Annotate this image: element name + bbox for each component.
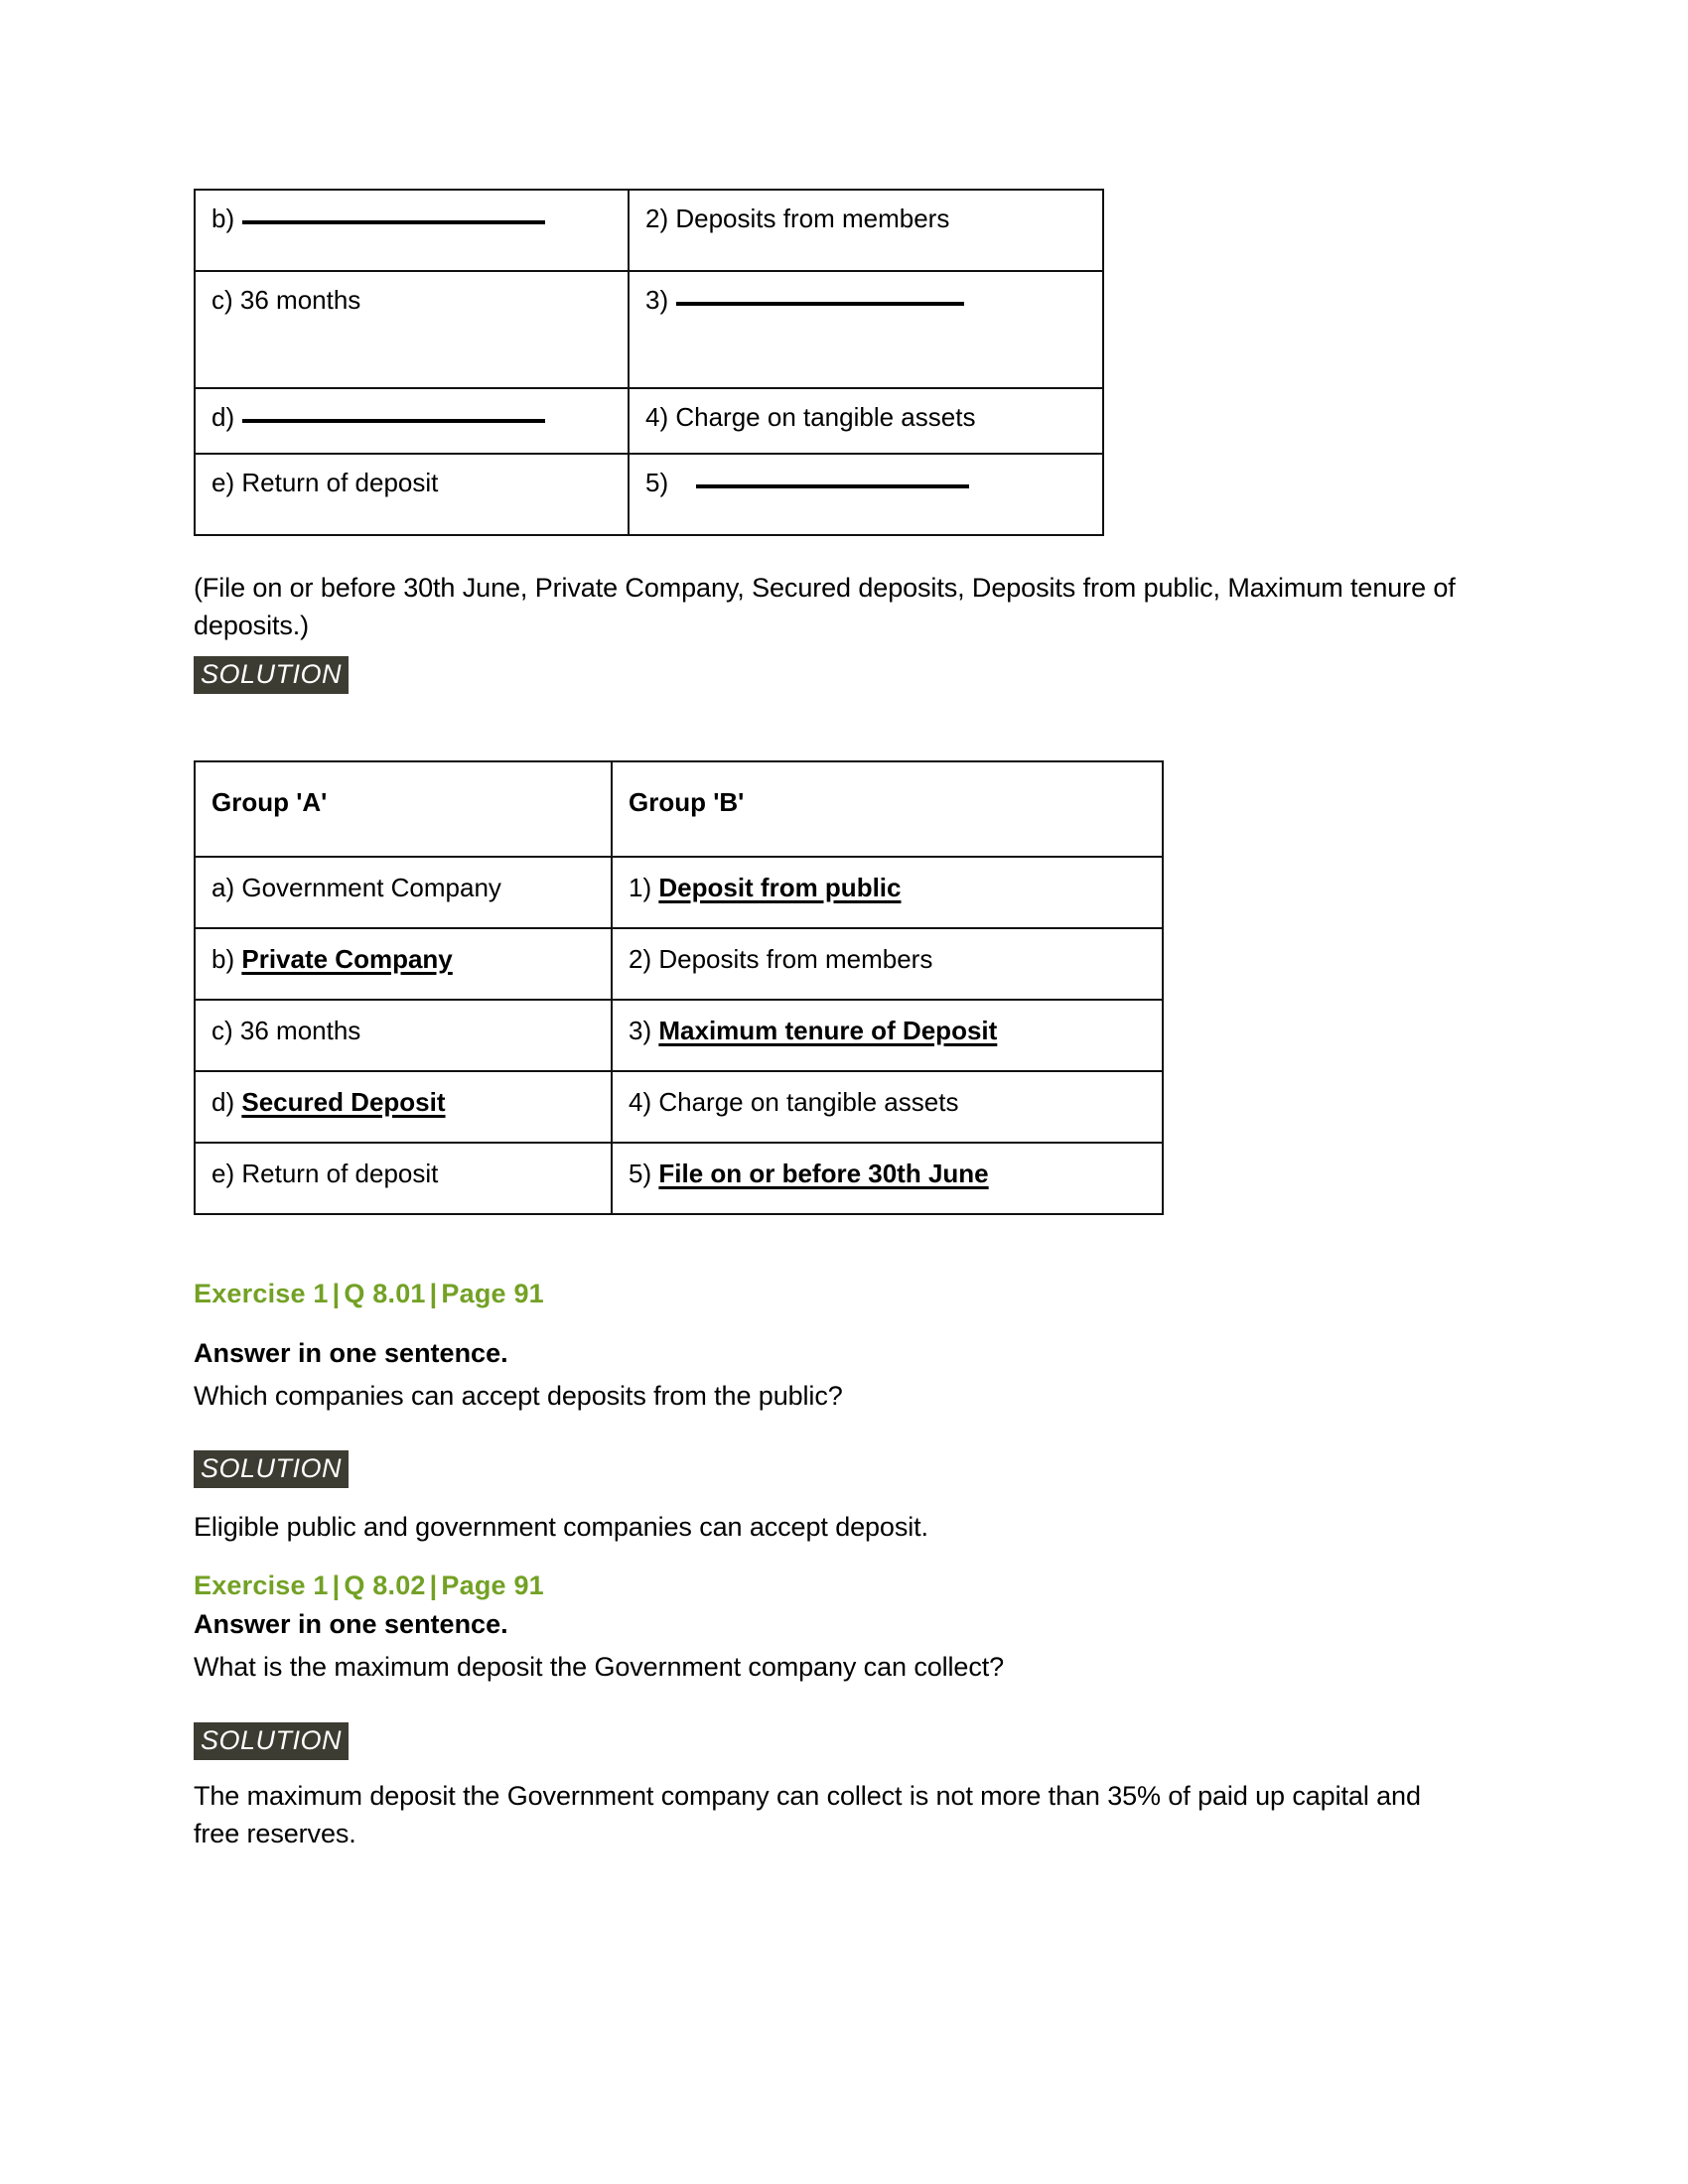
blank-table-cell-left [195, 388, 629, 454]
heading-separator: | [332, 1570, 341, 1600]
table-row [195, 388, 1103, 454]
table-row [195, 1143, 1163, 1214]
blank-table-cell-left [195, 271, 629, 388]
exercise-label: Exercise 1 [194, 1279, 329, 1308]
fill-in-blank-line [696, 484, 969, 488]
blank-table-cell-right [629, 388, 1103, 454]
table-row [195, 857, 1163, 928]
fill-in-blank-line [676, 302, 964, 306]
row-label-left: e) [211, 468, 235, 497]
row-label-right: 4) [645, 402, 669, 432]
row-text-right: Charge on tangible assets [658, 1087, 959, 1117]
row-answer-left: Secured Deposit [241, 1087, 446, 1117]
blank-match-table [194, 189, 1104, 536]
question-text-1: Which companies can accept deposits from the public? [194, 1381, 843, 1411]
blank-table-cell-right [629, 454, 1103, 535]
solution-cell-left [195, 1000, 612, 1071]
table-row [195, 190, 1103, 271]
solution-badge: SOLUTION [194, 1450, 349, 1488]
solution-cell-left [195, 857, 612, 928]
table-row [195, 454, 1103, 535]
row-value-right: Charge on tangible assets [675, 402, 976, 432]
exercise-heading-2 [194, 1570, 544, 1601]
row-prefix-left: c) [211, 1016, 233, 1045]
row-label-right: 5) [645, 468, 669, 497]
blank-table-cell-left [195, 190, 629, 271]
answer-text-2: The maximum deposit the Government company can collect is not more than 35% of paid up capital and free reserves. [194, 1781, 1421, 1849]
fill-in-blank-line [242, 419, 545, 423]
question-prompt-1: Answer in one sentence. [194, 1338, 508, 1368]
row-text-left: Government Company [241, 873, 501, 902]
row-label-right: 3) [645, 285, 669, 315]
table-row [195, 271, 1103, 388]
row-text-left: 36 months [239, 1016, 361, 1045]
row-text-right: Deposits from members [658, 944, 933, 974]
row-label-right: 2) [645, 204, 669, 233]
page-number: Page 91 [441, 1279, 544, 1308]
row-prefix-right: 3) [629, 1016, 652, 1045]
row-prefix-left: d) [211, 1087, 235, 1117]
heading-separator: | [429, 1570, 438, 1600]
column-header-group-b: Group 'B' [612, 761, 1163, 857]
row-text-left: Return of deposit [241, 1159, 439, 1188]
fill-in-blank-line [242, 220, 545, 224]
row-prefix-left: b) [211, 944, 235, 974]
blank-table-cell-right [629, 190, 1103, 271]
row-value-right: Deposits from members [675, 204, 950, 233]
table-header-row [195, 761, 1163, 857]
row-prefix-right: 4) [629, 1087, 652, 1117]
solution-cell-right [612, 1000, 1163, 1071]
row-prefix-right: 1) [629, 873, 652, 902]
solution-cell-left [195, 1143, 612, 1214]
heading-separator: | [332, 1279, 341, 1308]
page-number: Page 91 [441, 1570, 544, 1600]
solution-badge: SOLUTION [194, 1722, 349, 1760]
heading-separator: | [429, 1279, 438, 1308]
row-value-left: 36 months [239, 285, 361, 315]
solution-badge: SOLUTION [194, 656, 349, 694]
solution-cell-left [195, 928, 612, 1000]
table-row [195, 1071, 1163, 1143]
question-number: Q 8.01 [344, 1279, 426, 1308]
row-label-left: c) [211, 285, 233, 315]
row-answer-right: Maximum tenure of Deposit [658, 1016, 998, 1045]
row-label-left: b) [211, 204, 235, 233]
question-number: Q 8.02 [344, 1570, 426, 1600]
solution-cell-right [612, 857, 1163, 928]
row-answer-left: Private Company [241, 944, 453, 974]
row-prefix-left: e) [211, 1159, 235, 1188]
solution-match-table [194, 760, 1164, 1215]
answer-text-1: Eligible public and government companies can accept deposit. [194, 1512, 928, 1542]
question-prompt-2: Answer in one sentence. [194, 1609, 508, 1639]
row-answer-right: File on or before 30th June [658, 1159, 989, 1188]
blank-table-cell-right [629, 271, 1103, 388]
blank-table-cell-left [195, 454, 629, 535]
column-header-group-a: Group 'A' [195, 761, 612, 857]
table-row [195, 1000, 1163, 1071]
exercise-heading-1 [194, 1279, 544, 1309]
solution-cell-left [195, 1071, 612, 1143]
row-label-left: d) [211, 402, 235, 432]
row-answer-right: Deposit from public [658, 873, 902, 902]
solution-cell-right [612, 1143, 1163, 1214]
solution-cell-right [612, 928, 1163, 1000]
hint-paragraph: (File on or before 30th June, Private Company, Secured deposits, Deposits from public, Maximum tenure of deposits.) [194, 573, 1456, 641]
solution-cell-right [612, 1071, 1163, 1143]
row-value-left: Return of deposit [241, 468, 439, 497]
table-row [195, 928, 1163, 1000]
exercise-label: Exercise 1 [194, 1570, 329, 1600]
row-prefix-right: 2) [629, 944, 652, 974]
row-prefix-right: 5) [629, 1159, 652, 1188]
row-prefix-left: a) [211, 873, 235, 902]
question-text-2: What is the maximum deposit the Government company can collect? [194, 1652, 1005, 1682]
